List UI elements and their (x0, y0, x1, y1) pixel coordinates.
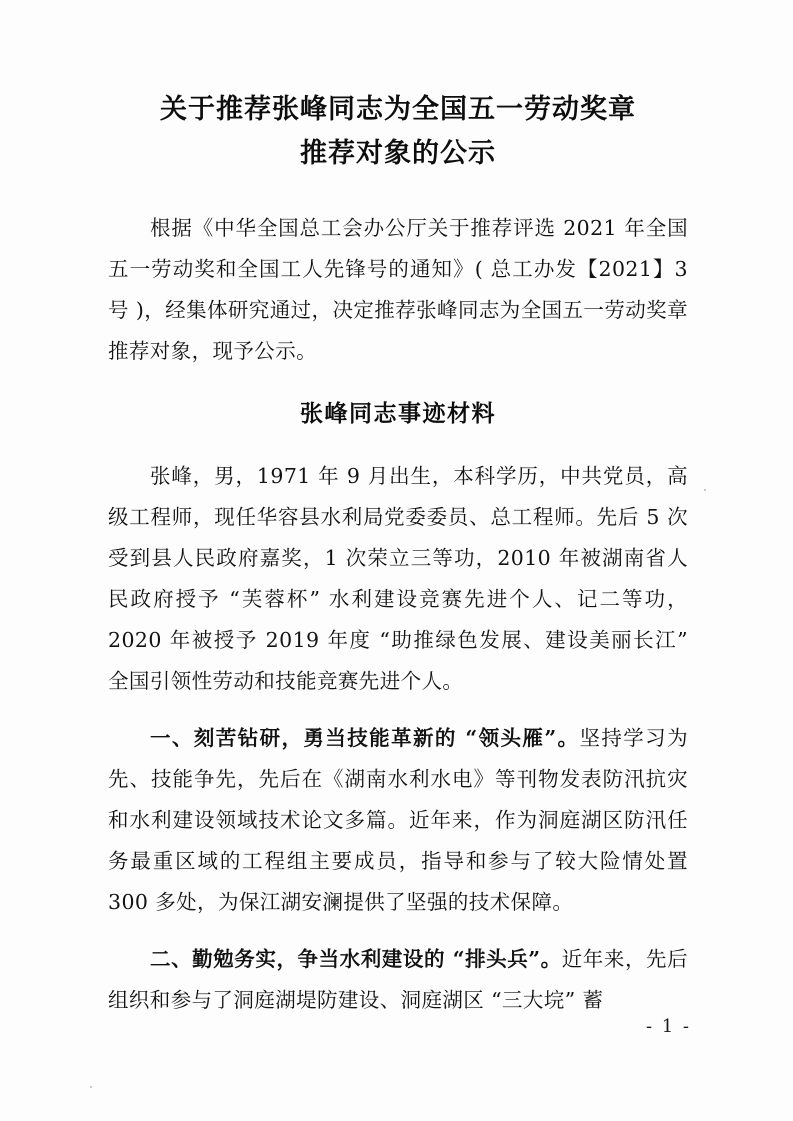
page-number: - 1 - (645, 1016, 691, 1037)
page-title-line-1: 关于推荐张峰同志为全国五一劳动奖章 (160, 94, 636, 125)
document-body (108, 88, 688, 1021)
section-title: 张峰同志事迹材料 (300, 400, 496, 427)
page-title (108, 88, 688, 176)
item-two-heading: 二、勤勉务实，争当水利建设的 “排头兵”。 (150, 947, 562, 971)
scan-speck (704, 489, 706, 491)
item-two-paragraph (108, 939, 688, 1021)
notice-paragraph: 根据《中华全国总工会办公厅关于推荐评选 2021 年全国五一劳动奖和全国工人先锋号的通知》( 总工办发【2021】3 号 )，经集体研究通过，决定推荐张峰同志为全国五一劳动奖章推荐对象，现予公示。 (108, 216, 688, 363)
item-one-paragraph (108, 718, 688, 923)
bio-paragraph: 张峰，男，1971 年 9 月出生，本科学历，中共党员，高级工程师，现任华容县水利局党委委员、总工程师。先后 5 次受到县人民政府嘉奖，1 次荣立三等功，2010 年被湖南省人民政府授予 “芙蓉杯” 水利建设竞赛先进个人、记二等功，2020 年被授予 2019 年度 “助推绿色发展、建设美丽长江” 全国引领性劳动和技能竞赛先进个人。 (108, 464, 688, 693)
item-one-body: 坚持学习为先、技能争先，先后在《湖南水利水电》等刊物发表防汛抗灾和水利建设领域技术论文多篇。近年来，作为洞庭湖区防汛任务最重区域的工程组主要成员，指导和参与了较大险情处置 300 多处，为保江湖安澜提供了坚强的技术保障。 (108, 726, 688, 914)
item-two-body: 近年来，先后组织和参与了洞庭湖堤防建设、洞庭湖区 “三大垸” 蓄 (108, 947, 688, 1012)
scan-speck (90, 1086, 92, 1088)
item-one-heading: 一、刻苦钻研，勇当技能革新的 “领头雁”。 (150, 726, 580, 750)
page-title-line-2: 推荐对象的公示 (300, 138, 496, 169)
